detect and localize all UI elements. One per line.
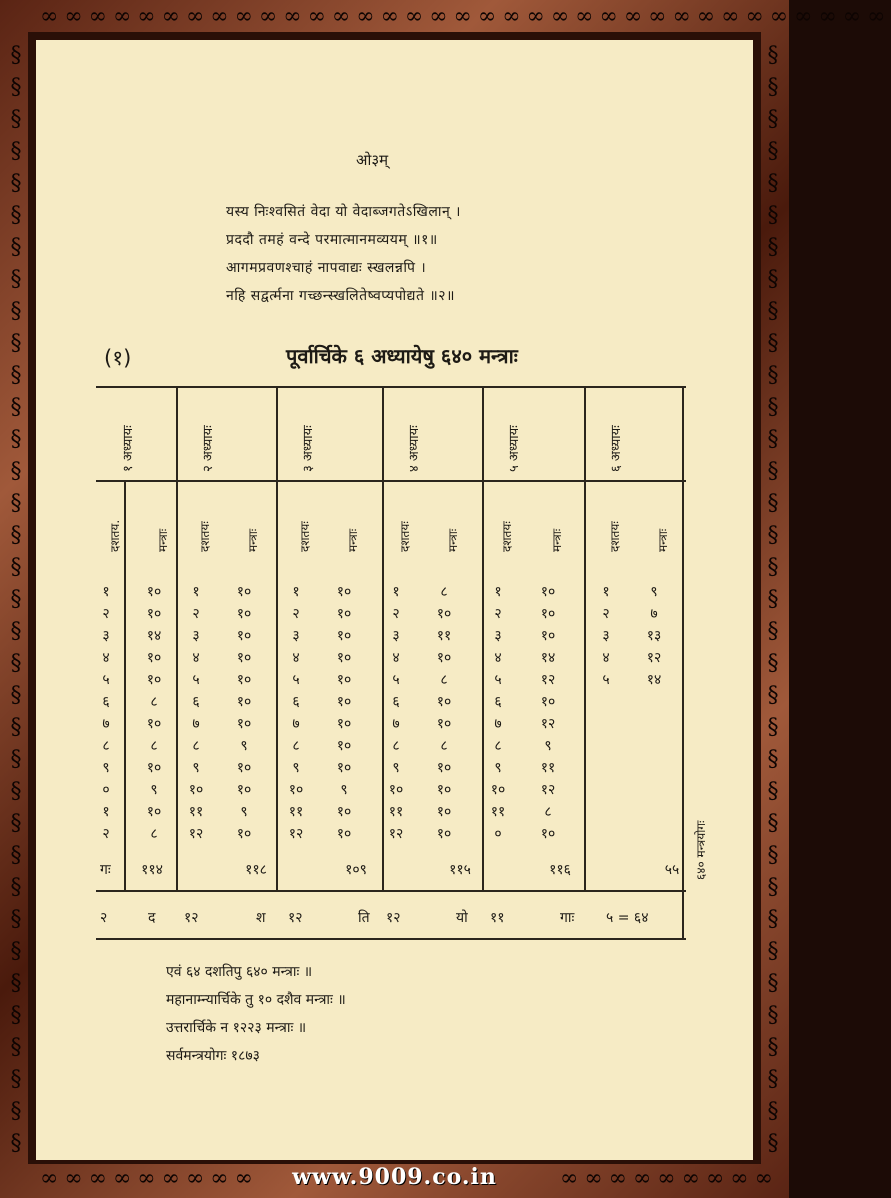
table-cell: ५	[292, 672, 300, 688]
adhyaya-total: ११६	[549, 862, 571, 878]
table-cell: १०	[236, 716, 252, 732]
table-cell: १०	[336, 672, 352, 688]
column-header: मन्त्राः	[346, 528, 360, 552]
verse-line: प्रददौ तमहं वन्दे परमात्मानमव्ययम् ॥१॥	[226, 232, 438, 248]
table-cell: १४	[646, 672, 662, 688]
table-cell: ८	[150, 694, 158, 710]
column-header: दशतयः	[198, 521, 212, 552]
table-header-rule	[96, 480, 686, 482]
table-cell: १०	[146, 650, 162, 666]
table-cell: १	[102, 584, 110, 600]
verse-line: यस्य निःश्वसितं वेदा यो वेदाब्जगतेऽखिलान् ।	[226, 204, 461, 220]
table-cell: १०	[236, 584, 252, 600]
summary-cell: २	[100, 910, 108, 926]
table-cell: ९	[392, 760, 400, 776]
footer-line: एवं ६४ दशतिपु ६४० मन्त्राः ॥	[166, 964, 313, 980]
frame-ornament-left-icon: § § § § § § § § § § § § § § § § § § § § § § § § § § § § § § § § § § §	[10, 43, 22, 1156]
table-cell: १०	[436, 716, 452, 732]
table-cell: ९	[150, 782, 158, 798]
table-bottom-rule	[96, 938, 686, 940]
table-cell: ८	[440, 738, 448, 754]
table-cell: ८	[292, 738, 300, 754]
adhyaya-total: ११५	[449, 862, 471, 878]
table-cell: १२	[540, 672, 556, 688]
table-cell: ८	[150, 826, 158, 842]
table-cell: ८	[392, 738, 400, 754]
adhyaya-total: ११८	[245, 862, 267, 878]
table-top-rule	[96, 386, 686, 388]
table-cell: ७	[292, 716, 300, 732]
footer-line: सर्वमन्त्रयोगः १८७३	[166, 1048, 260, 1064]
table-cell: ८	[544, 804, 552, 820]
table-cell: ४	[102, 650, 110, 666]
table-cell: १०	[236, 672, 252, 688]
table-cell: ३	[292, 628, 300, 644]
table-cell: ८	[102, 738, 110, 754]
table-cell: १०	[336, 606, 352, 622]
table-cell: ६	[192, 694, 200, 710]
frame-ornament-bottom-right-icon: ∞∞∞∞∞∞∞∞∞	[560, 1166, 779, 1191]
summary-cell: १२	[288, 910, 303, 926]
table-cell: ९	[292, 760, 300, 776]
table-cell: ९	[240, 804, 248, 820]
table-cell: ९	[340, 782, 348, 798]
table-cell: १०	[336, 826, 352, 842]
summary-cell: श	[256, 910, 266, 926]
footer-line: महानाम्न्यार्चिके तु १० दशैव मन्त्राः ॥	[166, 992, 346, 1008]
adhyaya-header: ६ अध्यायः	[609, 425, 624, 472]
table-cell: १०	[336, 804, 352, 820]
adhyaya-total: १०९	[345, 862, 367, 878]
section-number: (१)	[104, 346, 132, 370]
table-cell: १०	[336, 760, 352, 776]
table-cell: ४	[392, 650, 400, 666]
table-cell: १०	[336, 738, 352, 754]
table-cell: १०	[540, 628, 556, 644]
table-cell: ८	[150, 738, 158, 754]
table-cell: ०	[102, 782, 110, 798]
table-cell: १२	[540, 716, 556, 732]
table-cell: १४	[146, 628, 162, 644]
table-column-divider	[584, 386, 586, 890]
table-cell: २	[392, 606, 400, 622]
table-cell: ८	[494, 738, 502, 754]
table-cell: १	[494, 584, 502, 600]
scanned-page	[36, 40, 753, 1160]
table-cell: ३	[602, 628, 610, 644]
table-cell: ६	[392, 694, 400, 710]
table-cell: ११	[540, 760, 556, 776]
table-cell: ३	[102, 628, 110, 644]
table-cell: १०	[146, 672, 162, 688]
table-cell: १०	[436, 694, 452, 710]
summary-cell: ५ = ६४	[606, 910, 649, 926]
table-cell: १२	[388, 826, 404, 842]
table-cell: १०	[146, 606, 162, 622]
table-cell: १	[102, 804, 110, 820]
table-cell: ११	[188, 804, 204, 820]
table-cell: १३	[646, 628, 662, 644]
table-cell: ३	[392, 628, 400, 644]
table-cell: ७	[392, 716, 400, 732]
table-cell: २	[602, 606, 610, 622]
adhyaya-total: ११४	[141, 862, 163, 878]
table-cell: ६	[494, 694, 502, 710]
table-cell: १	[192, 584, 200, 600]
table-cell: ८	[440, 672, 448, 688]
table-cell: ९	[192, 760, 200, 776]
adhyaya-total: ५५	[664, 862, 680, 878]
verse-line: नहि सद्वर्त्मना गच्छन्स्खलितेष्वप्यपोद्यते ॥२॥	[226, 288, 455, 304]
table-cell: ९	[240, 738, 248, 754]
table-total-rule	[96, 890, 686, 892]
column-header: मन्त्राः	[656, 528, 670, 552]
table-cell: १०	[236, 826, 252, 842]
adhyaya-header: ४ अध्यायः	[407, 425, 422, 472]
table-cell: १०	[436, 650, 452, 666]
table-cell: १२	[646, 650, 662, 666]
verse-line: आगमप्रवणश्चाहं नापवाद्यः स्खलन्नपि ।	[226, 260, 427, 276]
summary-cell: १२	[386, 910, 401, 926]
table-cell: ८	[192, 738, 200, 754]
table-cell: ५	[192, 672, 200, 688]
adhyaya-header: ५ अध्यायः	[507, 425, 522, 472]
table-cell: ४	[192, 650, 200, 666]
table-cell: ९	[544, 738, 552, 754]
table-cell: ७	[192, 716, 200, 732]
table-cell: १	[602, 584, 610, 600]
table-cell: १२	[540, 782, 556, 798]
table-cell: ७	[650, 606, 658, 622]
table-cell: १०	[336, 650, 352, 666]
table-cell: १२	[188, 826, 204, 842]
table-cell: ७	[494, 716, 502, 732]
column-header: मन्त्राः	[246, 528, 260, 552]
table-cell: १०	[236, 694, 252, 710]
table-cell: १०	[540, 606, 556, 622]
table-cell: ९	[494, 760, 502, 776]
summary-cell: गाः	[560, 910, 575, 926]
table-cell: ४	[602, 650, 610, 666]
section-title: पूर्वार्चिके ६ अध्यायेषु ६४० मन्त्राः	[286, 344, 518, 368]
table-cell: १०	[336, 716, 352, 732]
adhyaya-header: २ अध्यायः	[201, 425, 216, 472]
om-invocation: ओ३म्	[356, 151, 389, 169]
table-cell: ११	[436, 628, 452, 644]
table-cell: १०	[188, 782, 204, 798]
totals-label: गः	[100, 862, 111, 878]
frame-ornament-right-icon: § § § § § § § § § § § § § § § § § § § § § § § § § § § § § § § § § § §	[767, 43, 779, 1156]
table-column-divider	[682, 386, 684, 938]
table-cell: ५	[494, 672, 502, 688]
table-cell: ०	[494, 826, 502, 842]
summary-cell: ति	[358, 910, 370, 926]
table-column-divider	[124, 480, 126, 890]
column-header: दशतय.	[108, 519, 122, 552]
table-cell: ११	[288, 804, 304, 820]
summary-cell: ११	[490, 910, 505, 926]
table-cell: १०	[146, 584, 162, 600]
side-note: ६४० मन्त्रयोगः	[694, 820, 708, 880]
table-cell: ६	[292, 694, 300, 710]
table-cell: १०	[236, 760, 252, 776]
table-cell: २	[102, 826, 110, 842]
table-cell: १	[292, 584, 300, 600]
frame-ornament-top-icon: ∞∞∞∞∞∞∞∞∞∞∞∞∞∞∞∞∞∞∞∞∞∞∞∞∞∞∞∞∞∞∞∞∞∞∞	[40, 4, 891, 29]
table-cell: १०	[236, 650, 252, 666]
column-header: मन्त्राः	[550, 528, 564, 552]
table-cell: ५	[602, 672, 610, 688]
summary-cell: यो	[456, 910, 468, 926]
table-cell: १०	[540, 584, 556, 600]
table-cell: ११	[490, 804, 506, 820]
table-cell: २	[292, 606, 300, 622]
table-cell: १०	[436, 782, 452, 798]
table-cell: १०	[436, 760, 452, 776]
table-cell: १०	[388, 782, 404, 798]
table-cell: १०	[490, 782, 506, 798]
table-cell: १२	[288, 826, 304, 842]
table-cell: १०	[236, 628, 252, 644]
table-cell: १०	[336, 694, 352, 710]
table-cell: ६	[102, 694, 110, 710]
table-cell: ४	[494, 650, 502, 666]
table-cell: १०	[146, 760, 162, 776]
table-cell: १०	[146, 716, 162, 732]
table-cell: ५	[392, 672, 400, 688]
footer-line: उत्तरार्चिके न १२२३ मन्त्राः ॥	[166, 1020, 307, 1036]
table-cell: १०	[146, 804, 162, 820]
table-cell: १०	[236, 606, 252, 622]
table-cell: ९	[102, 760, 110, 776]
table-cell: १४	[540, 650, 556, 666]
table-cell: १०	[540, 694, 556, 710]
table-cell: १०	[336, 584, 352, 600]
adhyaya-header: १ अध्यायः	[121, 425, 136, 472]
column-header: दशतयः	[298, 521, 312, 552]
table-cell: १०	[336, 628, 352, 644]
table-cell: ८	[440, 584, 448, 600]
column-header: दशतयः	[608, 521, 622, 552]
adhyaya-header: ३ अध्यायः	[301, 425, 316, 472]
table-cell: २	[192, 606, 200, 622]
table-cell: ३	[192, 628, 200, 644]
site-watermark: www.9009.co.in	[292, 1164, 497, 1190]
table-cell: १०	[436, 606, 452, 622]
column-header: मन्त्राः	[156, 528, 170, 552]
table-cell: ४	[292, 650, 300, 666]
table-cell: ९	[650, 584, 658, 600]
column-header: दशतयः	[398, 521, 412, 552]
column-header: दशतयः	[500, 521, 514, 552]
table-cell: २	[494, 606, 502, 622]
table-cell: ११	[388, 804, 404, 820]
table-cell: ५	[102, 672, 110, 688]
frame-ornament-bottom-left-icon: ∞∞∞∞∞∞∞∞∞	[40, 1166, 259, 1191]
table-cell: १०	[236, 782, 252, 798]
summary-cell: द	[148, 910, 156, 926]
table-cell: १०	[288, 782, 304, 798]
table-cell: ३	[494, 628, 502, 644]
table-cell: ७	[102, 716, 110, 732]
summary-cell: १२	[184, 910, 199, 926]
table-cell: १	[392, 584, 400, 600]
table-cell: १०	[540, 826, 556, 842]
table-cell: १०	[436, 804, 452, 820]
column-header: मन्त्राः	[446, 528, 460, 552]
table-cell: २	[102, 606, 110, 622]
table-cell: १०	[436, 826, 452, 842]
